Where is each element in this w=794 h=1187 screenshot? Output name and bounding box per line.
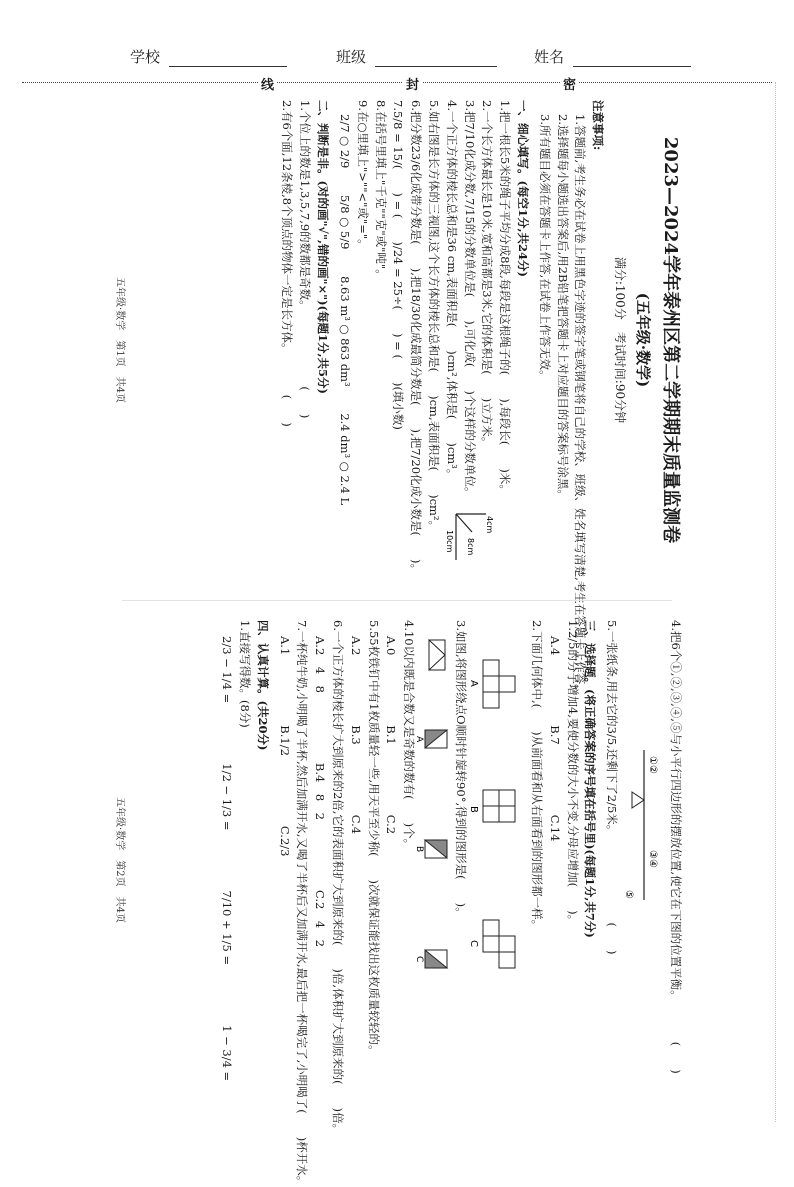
compare-item: 8.63 m³ ○ 863 dm³ — [337, 276, 352, 387]
choice-option: A.4 — [547, 636, 562, 656]
question: 2.一个长方体最长是10米,宽和高都是3米,它的体积是( )立方米。 — [480, 100, 495, 449]
seal-char: 线 — [258, 74, 277, 93]
exam-meta: 满分:100分 考试时间:90分钟 — [612, 256, 627, 424]
choice-option: B.3 — [348, 725, 363, 745]
choice-option: A.0 — [384, 636, 399, 656]
calc-item: 7/10 + 1/5 = — [220, 890, 235, 966]
question: 5.如右图是长方体的三视图,这个长方体的棱长总和是( )cm,表面积是( )cm²。 — [426, 100, 441, 533]
name-label: 姓名 — [534, 48, 565, 66]
option-letter: A — [414, 736, 425, 743]
exam-title: 2023—2024学年泰州区第二学期期末质量监测卷 — [660, 136, 681, 544]
lever-label: ①② — [647, 756, 659, 774]
question: 9.在○里填上">""<"或"="。 — [355, 100, 370, 251]
question: 8.在括号里填上"千克""克"或"吨"。 — [373, 100, 388, 281]
choice-options — [346, 620, 364, 1100]
rotation-diagram — [414, 620, 451, 1040]
judge-item: 2.有6个面,12条棱,8个顶点的物体一定是长方体。 ( ) — [280, 100, 295, 427]
calc-title: 1.直接写得数。(8分) — [238, 620, 252, 728]
page-footer: 五年级·数学 第2页 共4页 — [114, 797, 126, 923]
cuboid-diagram — [446, 510, 496, 580]
cuboid-figure — [440, 510, 496, 580]
class-underline — [375, 52, 497, 67]
calc-item: 1/2 − 1/3 = — [220, 763, 235, 831]
choice-question: 3.如图,将图形绕点O顺时针旋转90°,得到的图形是( )。 — [454, 620, 469, 919]
school-label: 学校 — [130, 48, 161, 66]
lever-label: ③④ — [647, 850, 659, 868]
choice-options — [545, 620, 563, 1100]
choice-options — [310, 620, 328, 1100]
lever-label: ⑤ — [623, 890, 635, 899]
column-divider — [122, 600, 672, 601]
page-footer: 五年级·数学 第1页 共4页 — [114, 277, 126, 403]
choice-option: B.1 — [384, 725, 399, 745]
calc-item: 2/3 − 1/4 = — [220, 636, 235, 704]
name-field — [534, 46, 691, 67]
class-label: 班级 — [336, 48, 367, 66]
seal-char: 封 — [403, 74, 422, 93]
option-letter: B — [468, 806, 480, 813]
choice-option: C.4 — [348, 814, 363, 835]
option-letter: A — [468, 680, 480, 687]
judge-item: 4.把6个①,②,③,④,⑤与小平行四边形的摆放位置,使它在下图的位置平衡。 ( ) — [669, 620, 683, 1074]
school-field — [130, 46, 287, 67]
dim-label: 4cm — [485, 516, 494, 534]
note-item: 1.答题前,考生务必在试卷上用黑色字迹的签字笔或钢笔将自己的学校、班级、姓名填写清楚,考生在答题卡上作答。 — [573, 114, 588, 696]
cube-figures — [469, 620, 527, 1100]
choice-option: A.2 4 8 — [313, 636, 328, 693]
calc-item: 1 − 3/4 = — [220, 1025, 235, 1082]
choice-question: 2.下面几何体中,( )从前面看和从右面看到的图形都一样。 — [529, 620, 544, 932]
lever-figure — [620, 620, 666, 1100]
exam-sheet — [102, 100, 692, 1187]
choice-option: C.2/3 — [277, 825, 292, 857]
rotation-figures — [414, 620, 451, 1100]
choice-option: B.7 — [547, 725, 562, 745]
compare-item: 5/8 ○ 5/9 — [337, 195, 352, 250]
choice-option: C.2 4 2 — [313, 889, 328, 947]
section-title: 三、选择题。(将正确答案的序号填在括号里)(每题1分,共7分) — [583, 620, 598, 938]
choice-options — [382, 620, 400, 1100]
cube-diagram — [469, 620, 527, 1040]
choice-question: 1.2/5的分子增加4,要使分数的大小不变,分母应增加( )。 — [565, 620, 580, 927]
exam-subtitle: (五年级·数学) — [634, 292, 653, 388]
lever-diagram — [620, 730, 666, 930]
option-letter: C — [468, 940, 480, 947]
choice-option: C.14 — [547, 814, 562, 842]
dim-label: 10cm — [445, 530, 454, 553]
option-letter: B — [414, 846, 425, 853]
note-item: 2.选择题每小题选出答案后,用2B铅笔把答题卡上对应题目的答案标号涂黑。 — [555, 114, 570, 501]
compare-item: 2.4 dm³ ○ 2.4 L — [337, 413, 352, 506]
school-underline — [169, 52, 287, 67]
choice-question: 6.一个正方体的棱长扩大到原来的2倍,它的表面积扩大到原来的( )倍,体积扩大到原来的( )倍。 — [331, 620, 346, 1136]
seal-line — [22, 82, 772, 83]
choice-option: A.1 — [277, 636, 292, 656]
class-field — [336, 46, 497, 67]
section-title: 二、判断是非。(对的画"√",错的画"×")(每题1分,共5分) — [316, 100, 331, 394]
judge-item: 1.个位上的数是1,3,5,7,9的数都是奇数。 ( ) — [298, 100, 313, 419]
question: 7.5/8 = 15/( ) = ( )/24 = 25÷( ) = ( )(填小数) — [391, 100, 406, 430]
note-item: 3.所有题目必须在答题卡上作答,在试卷上作答无效。 — [537, 114, 552, 382]
question: 3.把7/10化成分数,7/15的分数单位是( ),可化成( )个这样的分数单位。 — [462, 100, 477, 499]
dim-label: 8cm — [466, 538, 475, 556]
choice-option: B.1/2 — [277, 725, 292, 756]
option-letter: C — [414, 956, 425, 963]
choice-options — [275, 620, 293, 1100]
question: 4.一个正方体的棱长总和是36 cm,表面积是( )cm²,体积是( )cm³。 — [444, 100, 459, 481]
compare-row — [335, 100, 353, 580]
page-edge — [775, 82, 776, 1122]
notes-title: 注意事项: — [591, 100, 606, 151]
compare-item: 2/7 ○ 2/9 — [337, 114, 352, 169]
choice-question: 7.一杯纯牛奶,小明喝了半杯,然后加满开水,又喝了半杯后又加满开水,最后把一杯喝完了,小明喝了( )杯开水。 — [295, 620, 310, 1187]
choice-option: C.2 — [384, 814, 399, 835]
choice-option: B.4 8 2 — [313, 762, 328, 820]
section-title: 一、细心填写。(每空1分,共24分) — [516, 100, 531, 277]
exam-page-2 — [102, 620, 692, 1187]
judge-item: 5.一张纸条,用去它的3/5,还剩下了2/5米。 ( ) — [605, 620, 620, 955]
choice-option: A.2 — [348, 636, 363, 656]
question: 6.把分数23/6化成带分数是( ),把18/30化成最简分数是( ),把7/20化成小数是( )。 — [409, 100, 424, 575]
choice-question: 4.10以内既是合数又是奇数的数有( )个。 — [402, 620, 417, 851]
name-underline — [573, 52, 691, 67]
choice-question: 5.55枚铁钉中有1枚质量轻一些,用天平至少称( )次就保证能找出这枚质量较轻的。 — [366, 620, 381, 1057]
seal-char: 密 — [560, 74, 579, 93]
calc-row — [217, 620, 235, 1100]
question: 1.把一根长5米的绳子平均分成8段,每段是这根绳子的( ),每段长( )米。 — [498, 100, 513, 496]
section-title: 四、认真计算。(共20分) — [255, 620, 270, 751]
